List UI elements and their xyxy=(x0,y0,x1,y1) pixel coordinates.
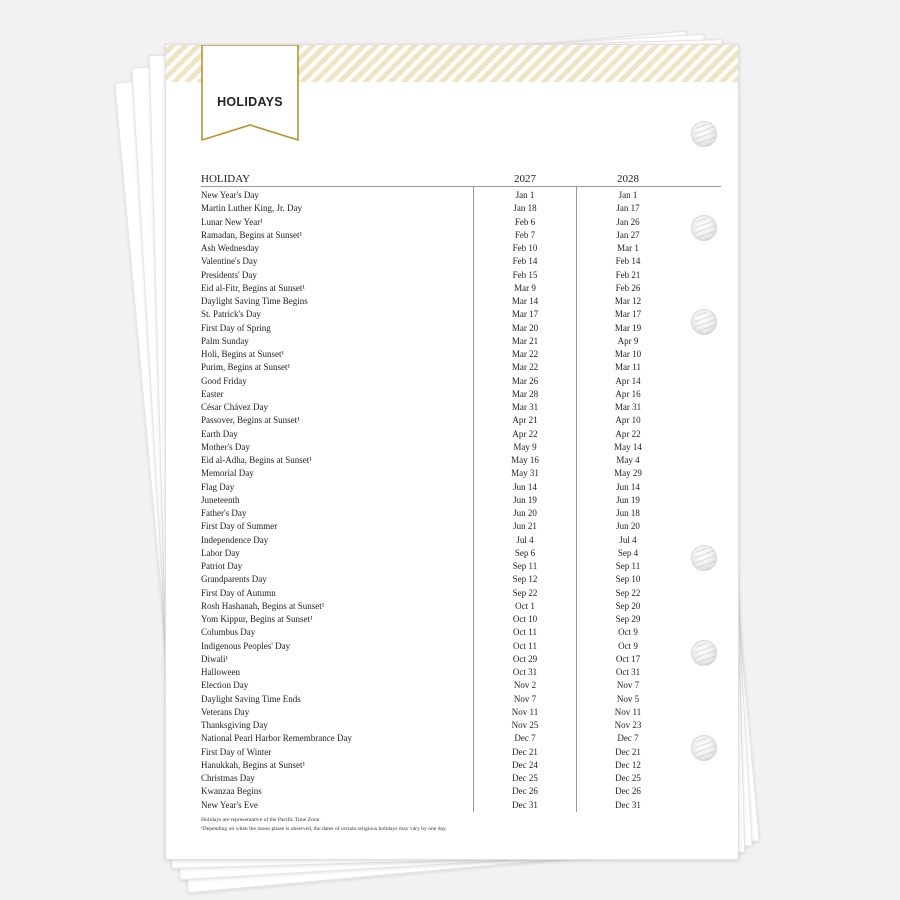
table-row xyxy=(166,507,738,520)
holiday-name: New Year's Eve xyxy=(201,799,258,810)
holiday-name: National Pearl Harbor Remembrance Day xyxy=(201,733,352,744)
table-row xyxy=(166,600,738,613)
table-row xyxy=(166,759,738,772)
table-row xyxy=(166,626,738,639)
holiday-name: Holi, Begins at Sunset¹ xyxy=(201,349,285,359)
date-year1: Jun 21 xyxy=(513,521,537,532)
date-year1: Oct 1 xyxy=(515,600,535,611)
date-year1: Feb 15 xyxy=(512,269,538,280)
date-year1: Mar 26 xyxy=(511,375,539,386)
date-year2: Dec 7 xyxy=(617,733,639,744)
date-year2: Mar 12 xyxy=(614,296,642,306)
date-year2: Apr 14 xyxy=(615,375,641,386)
date-year1: Nov 11 xyxy=(511,706,539,717)
ribbon-shape xyxy=(201,45,299,141)
holiday-name: First Day of Summer xyxy=(201,521,278,532)
table-row xyxy=(166,295,738,308)
date-year1: Sep 22 xyxy=(512,587,538,598)
holiday-name: Eid al-Fitr, Begins at Sunset¹ xyxy=(201,282,306,293)
date-year1: Jun 20 xyxy=(513,508,537,518)
date-year1: Nov 25 xyxy=(511,720,539,730)
table-row xyxy=(166,560,738,573)
holiday-name: Eid al-Adha, Begins at Sunset¹ xyxy=(201,455,312,465)
date-year2: Dec 26 xyxy=(615,786,641,797)
table-row xyxy=(166,255,738,268)
holiday-name: Patriot Day xyxy=(201,561,243,571)
date-year2: Mar 31 xyxy=(614,402,642,412)
holiday-name: First Day of Winter xyxy=(201,746,272,757)
date-year2: Nov 5 xyxy=(616,693,640,704)
holiday-name: Rosh Hashanah, Begins at Sunset¹ xyxy=(201,600,325,611)
table-row xyxy=(166,335,738,348)
holiday-name: St. Patrick's Day xyxy=(201,309,261,320)
date-year1: Feb 10 xyxy=(512,243,538,253)
date-year2: Jan 26 xyxy=(616,216,640,227)
table-row xyxy=(166,282,738,295)
table-row xyxy=(166,706,738,719)
holiday-name: Easter xyxy=(201,388,224,399)
table-row xyxy=(166,666,738,679)
date-year2: Jun 18 xyxy=(616,508,640,518)
date-year2: Apr 22 xyxy=(615,428,641,439)
date-year2: Apr 9 xyxy=(617,335,639,346)
table-row xyxy=(166,746,738,759)
table-row xyxy=(166,269,738,282)
holiday-name: Martin Luther King, Jr. Day xyxy=(201,203,302,214)
holiday-name: Juneteenth xyxy=(201,494,240,505)
holiday-name: Yom Kippur, Begins at Sunset¹ xyxy=(201,614,313,624)
date-year2: Oct 31 xyxy=(615,667,641,677)
holiday-table xyxy=(166,189,738,812)
holiday-name: Earth Day xyxy=(201,428,238,439)
holiday-name: Mother's Day xyxy=(201,441,250,452)
date-year1: Mar 17 xyxy=(511,309,539,320)
date-year2: Feb 21 xyxy=(615,269,641,280)
date-year1: Dec 26 xyxy=(512,786,538,797)
table-row xyxy=(166,772,738,785)
date-year2: Dec 12 xyxy=(615,759,641,770)
date-year2: May 29 xyxy=(614,468,642,479)
date-year1: Mar 21 xyxy=(511,335,539,346)
table-row xyxy=(166,229,738,242)
date-year1: Jan 18 xyxy=(513,203,537,214)
holiday-name: Memorial Day xyxy=(201,468,254,479)
date-year2: Sep 4 xyxy=(617,547,639,558)
table-row xyxy=(166,799,738,812)
date-year1: Mar 28 xyxy=(511,388,539,399)
table-row xyxy=(166,189,738,202)
date-year2: Nov 23 xyxy=(614,720,642,730)
table-row xyxy=(166,388,738,401)
date-year1: Mar 14 xyxy=(511,296,539,306)
date-year1: Sep 12 xyxy=(512,574,538,585)
date-year1: Apr 21 xyxy=(512,415,538,426)
table-row xyxy=(166,441,738,454)
date-year1: Feb 14 xyxy=(512,256,538,267)
table-row xyxy=(166,348,738,361)
date-year1: Sep 11 xyxy=(512,561,538,571)
date-year1: Oct 10 xyxy=(512,614,538,624)
date-year2: Oct 9 xyxy=(618,640,638,651)
date-year1: Oct 11 xyxy=(513,627,537,638)
column-header-holiday: HOLIDAY xyxy=(201,173,251,185)
table-row xyxy=(166,202,738,215)
date-year2: Jan 1 xyxy=(618,190,638,200)
date-year1: Jan 1 xyxy=(515,190,535,200)
date-year1: Nov 2 xyxy=(513,680,537,691)
date-year2: Sep 29 xyxy=(615,614,641,624)
date-year2: Dec 21 xyxy=(615,746,641,757)
table-row xyxy=(166,587,738,600)
date-year2: Mar 1 xyxy=(617,243,639,253)
date-year2: Nov 7 xyxy=(616,680,640,691)
holiday-name: Labor Day xyxy=(201,547,240,558)
table-row xyxy=(166,494,738,507)
date-year1: Nov 7 xyxy=(513,693,537,704)
holiday-name: Hanukkah, Begins at Sunset¹ xyxy=(201,759,306,770)
date-year1: May 31 xyxy=(511,468,539,479)
date-year1: Mar 31 xyxy=(511,402,539,412)
table-row xyxy=(166,375,738,388)
date-year2: Oct 17 xyxy=(615,653,641,664)
date-year1: Dec 7 xyxy=(514,733,536,744)
holiday-name: Good Friday xyxy=(201,375,247,386)
holiday-name: Columbus Day xyxy=(201,627,256,638)
date-year2: Feb 14 xyxy=(615,256,641,267)
date-year1: Dec 24 xyxy=(512,759,538,770)
date-year1: Oct 11 xyxy=(513,640,537,651)
holiday-name: Father's Day xyxy=(201,508,247,518)
table-row xyxy=(166,467,738,480)
date-year2: Mar 10 xyxy=(614,349,642,359)
holiday-name: Halloween xyxy=(201,667,240,677)
holiday-name: Christmas Day xyxy=(201,773,255,783)
holiday-name: Diwali¹ xyxy=(201,653,229,664)
header-divider xyxy=(201,186,721,187)
holiday-name: Indigenous Peoples' Day xyxy=(201,640,291,651)
page-title: HOLIDAYS xyxy=(217,95,283,109)
date-year1: May 16 xyxy=(511,455,539,465)
date-year2: Jan 27 xyxy=(616,229,640,240)
date-year2: Jan 17 xyxy=(616,203,640,214)
holiday-name: Ramadan, Begins at Sunset¹ xyxy=(201,229,303,240)
date-year1: Jun 19 xyxy=(513,494,537,505)
date-year2: Sep 10 xyxy=(615,574,641,585)
table-row xyxy=(166,534,738,547)
binder-hole xyxy=(691,121,717,147)
date-year2: Apr 10 xyxy=(615,415,641,426)
table-row xyxy=(166,322,738,335)
holiday-name: Thanksgiving Day xyxy=(201,720,268,730)
holiday-name: Daylight Saving Time Ends xyxy=(201,693,301,704)
table-row xyxy=(166,401,738,414)
table-row xyxy=(166,242,738,255)
date-year1: Mar 22 xyxy=(511,349,539,359)
date-year2: Jun 14 xyxy=(616,481,640,492)
table-row xyxy=(166,428,738,441)
date-year1: Mar 20 xyxy=(511,322,539,333)
date-year2: Dec 31 xyxy=(615,799,641,810)
holiday-name: Daylight Saving Time Begins xyxy=(201,296,308,306)
date-year2: Mar 17 xyxy=(614,309,642,320)
holiday-name: Election Day xyxy=(201,680,249,691)
date-year2: May 4 xyxy=(616,455,640,465)
holiday-name: Passover, Begins at Sunset¹ xyxy=(201,415,300,426)
date-year1: May 9 xyxy=(513,441,537,452)
table-row xyxy=(166,719,738,732)
holiday-name: Purim, Begins at Sunset¹ xyxy=(201,362,291,373)
table-row xyxy=(166,481,738,494)
date-year1: Oct 29 xyxy=(512,653,538,664)
date-year2: Mar 11 xyxy=(615,362,641,373)
table-row xyxy=(166,547,738,560)
date-year1: Jul 4 xyxy=(516,534,534,545)
date-year2: May 14 xyxy=(614,441,642,452)
holiday-name: Grandparents Day xyxy=(201,574,267,585)
holiday-name: Palm Sunday xyxy=(201,335,249,346)
table-row xyxy=(166,308,738,321)
footnote-moon-phase: ¹Depending on when the moon phase is observed, the dates of certain religious holidays may vary by one day. xyxy=(201,826,447,832)
date-year2: Jun 19 xyxy=(616,494,640,505)
date-year2: Sep 22 xyxy=(615,587,641,598)
date-year2: Feb 26 xyxy=(615,282,641,293)
holiday-name: Flag Day xyxy=(201,481,235,492)
table-row xyxy=(166,640,738,653)
date-year2: Sep 11 xyxy=(615,561,641,571)
date-year2: Jun 20 xyxy=(616,521,640,532)
holiday-name: Independence Day xyxy=(201,534,269,545)
table-row xyxy=(166,679,738,692)
holiday-name: Presidents' Day xyxy=(201,269,257,280)
table-row xyxy=(166,732,738,745)
date-year1: Sep 6 xyxy=(514,547,536,558)
table-row xyxy=(166,520,738,533)
date-year2: Dec 25 xyxy=(615,773,641,783)
table-row xyxy=(166,361,738,374)
holiday-name: Veterans Day xyxy=(201,706,250,717)
date-year1: Feb 7 xyxy=(514,229,536,240)
table-row xyxy=(166,613,738,626)
title-ribbon xyxy=(201,45,299,141)
date-year1: Mar 9 xyxy=(514,282,536,293)
table-row xyxy=(166,414,738,427)
column-header-year1: 2027 xyxy=(514,173,536,185)
date-year1: Oct 31 xyxy=(512,667,538,677)
holiday-name: Valentine's Day xyxy=(201,256,258,267)
table-row xyxy=(166,653,738,666)
date-year2: Jul 4 xyxy=(619,534,637,545)
date-year2: Sep 20 xyxy=(615,600,641,611)
date-year2: Oct 9 xyxy=(618,627,638,638)
holiday-name: Kwanzaa Begins xyxy=(201,786,262,797)
date-year1: Dec 25 xyxy=(512,773,538,783)
date-year2: Mar 19 xyxy=(614,322,642,333)
date-year1: Dec 31 xyxy=(512,799,538,810)
table-row xyxy=(166,573,738,586)
date-year1: Apr 22 xyxy=(512,428,538,439)
table-row xyxy=(166,216,738,229)
holiday-name: First Day of Autumn xyxy=(201,587,276,598)
planner-page xyxy=(165,44,739,860)
date-year2: Apr 16 xyxy=(615,388,641,399)
holiday-name: First Day of Spring xyxy=(201,322,271,333)
date-year1: Feb 6 xyxy=(514,216,536,227)
table-row xyxy=(166,454,738,467)
table-row xyxy=(166,785,738,798)
table-row xyxy=(166,693,738,706)
date-year1: Dec 21 xyxy=(512,746,538,757)
date-year1: Mar 22 xyxy=(511,362,539,373)
holiday-name: Lunar New Year¹ xyxy=(201,216,263,227)
date-year1: Jun 14 xyxy=(513,481,537,492)
column-header-year2: 2028 xyxy=(617,173,639,185)
date-year2: Nov 11 xyxy=(614,706,642,717)
holiday-name: César Chávez Day xyxy=(201,402,268,412)
footnote-timezone: Holidays are representative of the Pacific Time Zone. xyxy=(201,817,321,823)
holiday-name: New Year's Day xyxy=(201,190,259,200)
holiday-name: Ash Wednesday xyxy=(201,243,259,253)
